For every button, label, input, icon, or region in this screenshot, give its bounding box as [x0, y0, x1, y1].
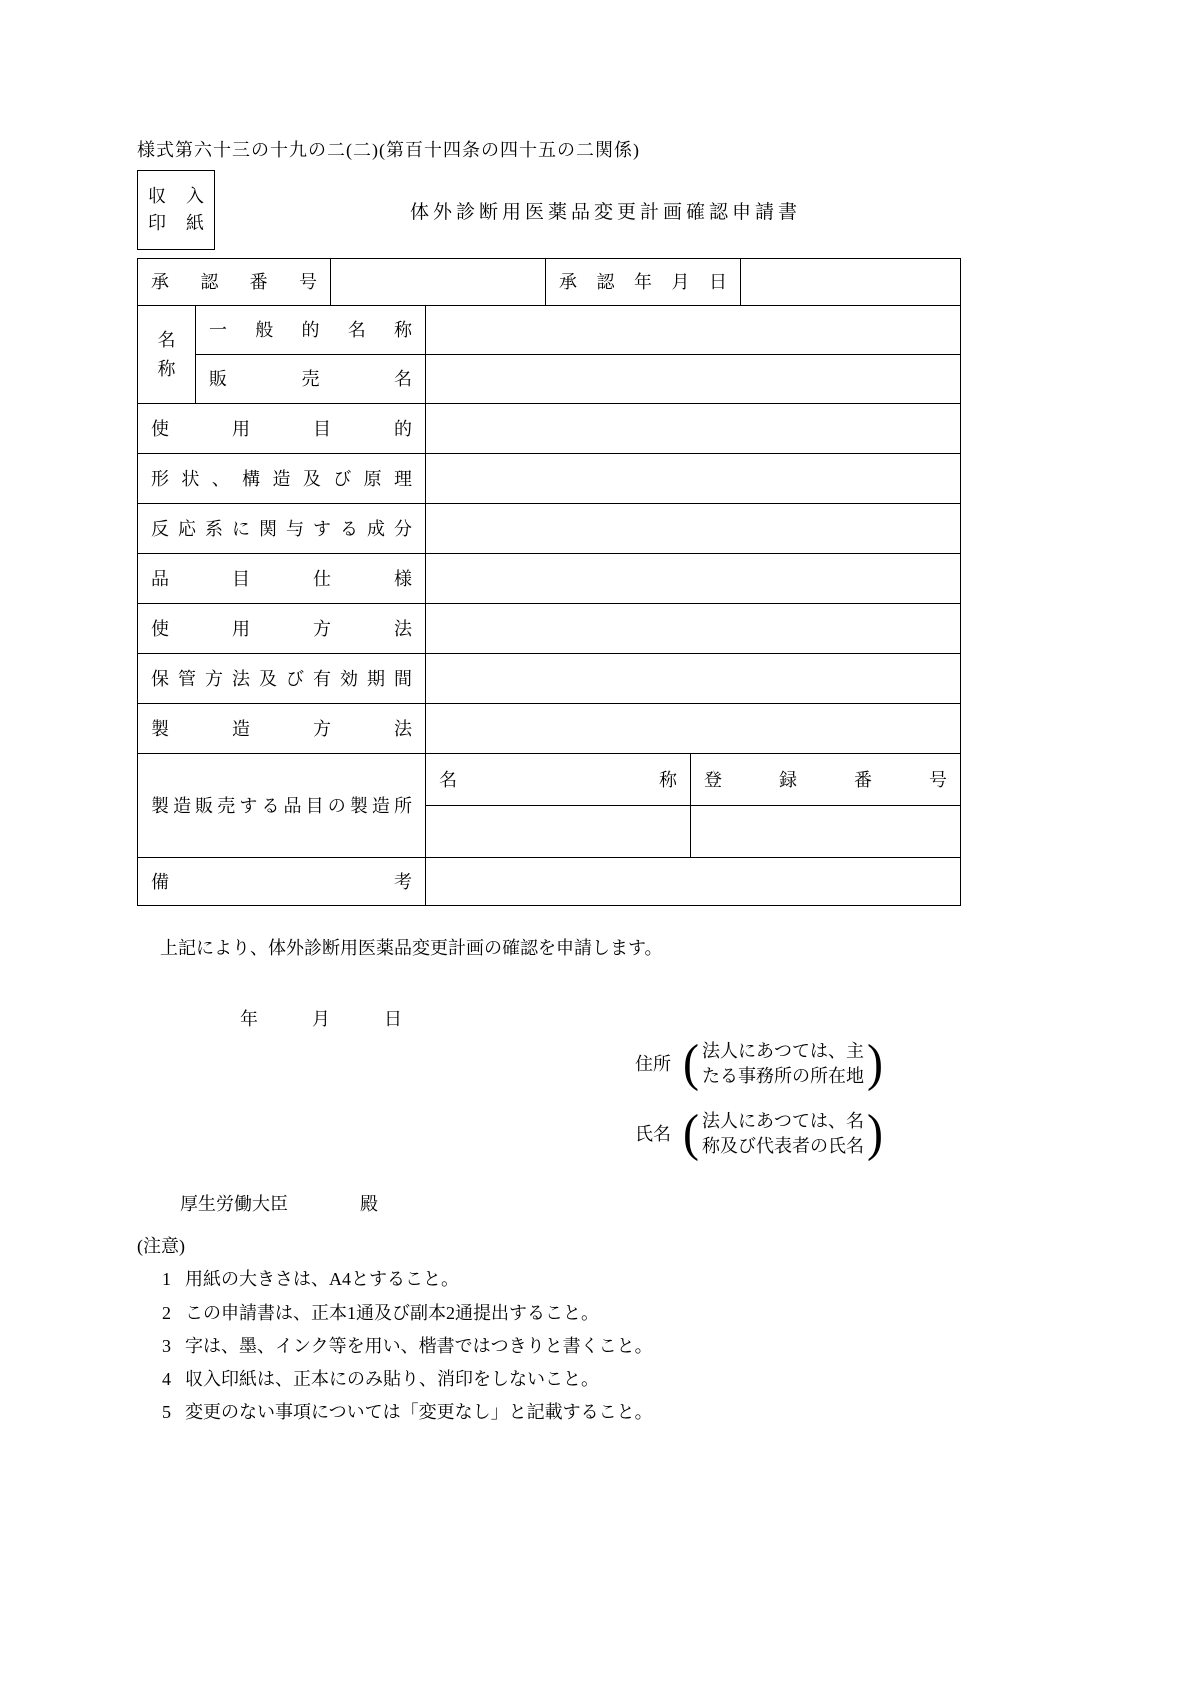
storage-validity-label: 保 管 方 法 及 び 有 効 期 間: [138, 654, 426, 704]
address-label: 住所: [635, 1053, 671, 1074]
manufacturer-reg-field: [691, 806, 961, 858]
reaction-components-label: 反 応 系 に 関 与 す る 成 分: [138, 504, 426, 554]
manufacturing-method-label: 製 造 方 法: [138, 704, 426, 754]
table-row: [138, 404, 961, 454]
revenue-stamp-line2: 印 紙: [148, 213, 204, 234]
manufacturer-reg-header: 登 録 番 号: [691, 754, 961, 806]
approval-date-label: 承 認 年 月 日: [546, 259, 741, 306]
manufacturer-name-field: [426, 806, 691, 858]
generic-name-label: 一 般 的 名 称: [196, 306, 426, 355]
remarks-label: 備 考: [138, 858, 426, 906]
brand-name-label: 販 売 名: [196, 355, 426, 404]
declaration-text: 上記により、体外診断用医薬品変更計画の確認を申請します。: [160, 938, 663, 959]
usage-method-label: 使 用 方 法: [138, 604, 426, 654]
manufacturer-label: 製造販売する品目の製造所: [138, 754, 426, 858]
approval-number-label: 承 認 番 号: [138, 259, 331, 306]
approval-number-field: [331, 259, 546, 306]
name-group-label: [138, 306, 196, 404]
item-specifications-label: 品 目 仕 様: [138, 554, 426, 604]
paren-close-icon: ): [866, 1034, 883, 1093]
address-note-line1: 法人にあつては、主: [701, 1040, 864, 1061]
note-text: 字は、墨、インク等を用い、楷書ではつきりと書くこと。: [185, 1335, 653, 1356]
note-item: [137, 1301, 960, 1325]
table-row: [138, 504, 961, 554]
table-row: [138, 306, 961, 355]
table-row: [138, 858, 961, 906]
name-note-line2: 称及び代表者の氏名: [701, 1136, 864, 1157]
manufacturing-method-field: [426, 704, 961, 754]
address-row: [635, 1034, 960, 1093]
notes-section: [137, 1234, 960, 1425]
reaction-components-field: [426, 504, 961, 554]
name-label: 氏名: [635, 1124, 671, 1145]
note-text: 収入印紙は、正本にのみ貼り、消印をしないこと。: [185, 1369, 599, 1390]
name-group-label-text: 名称: [157, 330, 176, 379]
table-row: [138, 355, 961, 404]
paren-open-icon: (: [683, 1105, 699, 1163]
revenue-stamp-line1: 収 入: [148, 185, 204, 206]
usage-method-field: [426, 604, 961, 654]
name-row: [635, 1105, 960, 1163]
note-number: 4: [162, 1369, 171, 1390]
note-text: この申請書は、正本1通及び副本2通提出すること。: [185, 1302, 599, 1323]
sign-block: [635, 1034, 960, 1163]
intended-use-label: 使 用 目 的: [138, 404, 426, 454]
storage-validity-field: [426, 654, 961, 704]
form-number: 様式第六十三の十九の二(二)(第百十四条の四十五の二関係): [137, 140, 640, 160]
note-item: [137, 1367, 960, 1391]
name-note-line1: 法人にあつては、名: [701, 1111, 864, 1132]
shape-structure-principle-field: [426, 454, 961, 504]
table-row: [138, 454, 961, 504]
note-number: 2: [162, 1302, 171, 1323]
item-specifications-field: [426, 554, 961, 604]
table-row: [138, 704, 961, 754]
shape-structure-principle-label: 形 状 、 構 造 及 び 原 理: [138, 454, 426, 504]
generic-name-field: [426, 306, 961, 355]
table-row: [138, 654, 961, 704]
document-title: 体外診断用医薬品変更計画確認申請書: [410, 202, 802, 224]
address-note: [699, 1039, 867, 1089]
brand-name-field: [426, 355, 961, 404]
note-text: 用紙の大きさは、A4とすること。: [185, 1269, 459, 1290]
note-number: 1: [162, 1269, 171, 1290]
paren-open-icon: (: [683, 1034, 699, 1093]
minister-line: 厚生労働大臣 殿: [180, 1193, 378, 1214]
table-row: [138, 754, 961, 806]
date-line: 年 月 日: [240, 1008, 402, 1029]
note-text: 変更のない事項については「変更なし」と記載すること。: [185, 1402, 653, 1423]
notes-heading: (注意): [137, 1235, 185, 1256]
application-table: [137, 258, 961, 906]
address-note-line2: たる事務所の所在地: [701, 1066, 864, 1087]
note-item: [137, 1267, 960, 1291]
note-item: [137, 1334, 960, 1358]
table-row: [138, 604, 961, 654]
manufacturer-name-header: 名 称: [426, 754, 691, 806]
title-row: [137, 170, 960, 258]
name-note: [699, 1109, 867, 1159]
table-row: [138, 554, 961, 604]
note-number: 3: [162, 1335, 171, 1356]
intended-use-field: [426, 404, 961, 454]
note-item: [137, 1400, 960, 1424]
paren-close-icon: ): [866, 1105, 883, 1163]
approval-date-field: [741, 259, 961, 306]
remarks-field: [426, 858, 961, 906]
revenue-stamp-box: [137, 170, 215, 250]
note-number: 5: [162, 1402, 171, 1423]
table-row: [138, 259, 961, 306]
